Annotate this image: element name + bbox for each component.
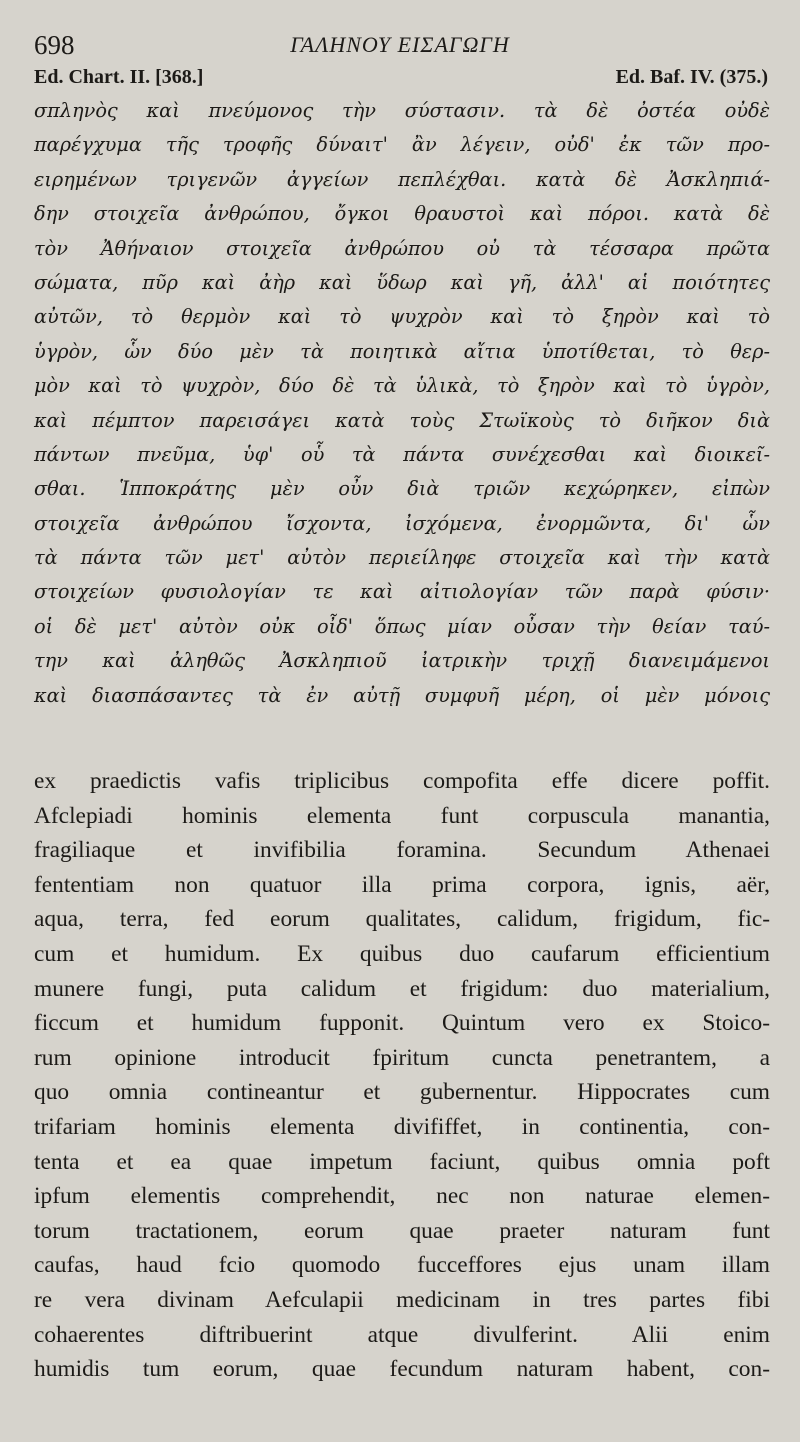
latin-text-line: caufas, haud fcio quomodo fucceffores ejus unam illam [34, 1252, 770, 1279]
edition-reference-chart: Ed. Chart. II. [368.] [34, 66, 204, 88]
latin-text-line: ex praedictis vafis triplicibus compofita effe dicere poffit. [34, 768, 770, 794]
greek-text-line: τὰ πάντα τῶν μετ' αὐτὸν περιείληφε στοιχεῖα καὶ τὴν κατὰ [34, 546, 770, 570]
latin-text-line: trifariam hominis elementa divififfet, in continentia, con- [34, 1113, 770, 1140]
latin-text-line: cohaerentes diftribuerint atque divulferint. Alii enim [34, 1321, 770, 1348]
latin-text-line: torum tractationem, eorum quae praeter naturam funt [34, 1217, 770, 1244]
greek-text-line: καὶ διασπάσαντες τὰ ἐν αὐτῇ συμφυῆ μέρη, οἱ μὲν μόνοις [34, 683, 770, 707]
greek-text-line: σώματα, πῦρ καὶ ἀὴρ καὶ ὕδωρ καὶ γῆ, ἀλλ' αἱ ποιότητες [34, 270, 770, 294]
greek-text-line: ὑγρὸν, ὧν δύο μὲν τὰ ποιητικὰ αἴτια ὑποτίθεται, τὸ θερ- [34, 339, 770, 363]
greek-text-line: πάντων πνεῦμα, ὑφ' οὗ τὰ πάντα συνέχεσθαι καὶ διοικεῖ- [34, 442, 770, 466]
latin-text-line: tenta et ea quae impetum faciunt, quibus omnia poft [34, 1148, 770, 1175]
greek-text-line: στοιχείων φυσιολογίαν τε καὶ αἰτιολογίαν τῶν παρὰ φύσιν· [34, 580, 770, 604]
latin-text-line: ficcum et humidum fupponit. Quintum vero ex Stoico- [34, 1010, 770, 1037]
latin-text-block [34, 764, 770, 1387]
greek-text-block [34, 94, 770, 713]
greek-text-line: καὶ πέμπτον παρεισάγει κατὰ τοὺς Στωϊκοὺς τὸ διῆκον διὰ [34, 408, 770, 432]
page-number: 698 [34, 30, 75, 60]
latin-text-line: rum opinione introducit fpiritum cuncta penetrantem, a [34, 1044, 770, 1071]
greek-text-line: τὸν Ἀθήναιον στοιχεῖα ἀνθρώπου οὐ τὰ τέσσαρα πρῶτα [34, 236, 770, 260]
latin-text-line: ipfum elementis comprehendit, nec non naturae elemen- [34, 1183, 770, 1210]
latin-text-line: aqua, terra, fed eorum qualitates, calidum, frigidum, fic- [34, 906, 770, 933]
greek-text-line: δην στοιχεῖα ἀνθρώπου, ὄγκοι θραυστοὶ καὶ πόροι. κατὰ δὲ [34, 202, 770, 226]
latin-text-line: humidis tum eorum, quae fecundum naturam habent, con- [34, 1356, 770, 1383]
edition-references [32, 66, 768, 92]
running-title: ΓΑΛΗΝΟΥ ΕΙΣΑΓΩΓΗ [290, 32, 510, 57]
greek-text-line: οἱ δὲ μετ' αὐτὸν οὐκ οἶδ' ὅπως μίαν οὖσαν τὴν θείαν ταύ- [34, 614, 770, 638]
latin-text-line: Afclepiadi hominis elementa funt corpuscula manantia, [34, 802, 770, 829]
greek-text-line: την καὶ ἀληθῶς Ἀσκληπιοῦ ἰατρικὴν τριχῇ διανειμάμενοι [34, 649, 770, 673]
latin-text-line: fragiliaque et invifibilia foramina. Secundum Athenaei [34, 837, 770, 864]
latin-text-line: munere fungi, puta calidum et frigidum: duo materialium, [34, 975, 770, 1002]
greek-text-line: στοιχεῖα ἀνθρώπου ἴσχοντα, ἰσχόμενα, ἐνορμῶντα, δι' ὧν [34, 511, 770, 535]
greek-text-line: σθαι. Ἱπποκράτης μὲν οὖν διὰ τριῶν κεχώρηκεν, εἰπὼν [34, 477, 770, 501]
greek-text-line: αὐτῶν, τὸ θερμὸν καὶ τὸ ψυχρὸν καὶ τὸ ξηρὸν καὶ τὸ [34, 305, 770, 329]
greek-text-line: παρέγχυμα τῆς τροφῆς δύναιτ' ἂν λέγειν, οὐδ' ἐκ τῶν προ- [34, 133, 770, 157]
latin-text-line: fententiam non quatuor illa prima corpora, ignis, aër, [34, 871, 770, 898]
greek-text-line: σπληνὸς καὶ πνεύμονος τὴν σύστασιν. τὰ δὲ ὀστέα οὐδὲ [34, 99, 770, 122]
greek-text-line: ειρημένων τριγενῶν ἀγγείων πεπλέχθαι. κατὰ δὲ Ἀσκληπιά- [34, 167, 770, 191]
greek-text-line: μὸν καὶ τὸ ψυχρὸν, δύο δὲ τὰ ὑλικὰ, τὸ ξηρὸν καὶ τὸ ὑγρὸν, [34, 374, 770, 398]
latin-text-line: cum et humidum. Ex quibus duo caufarum efficientium [34, 940, 770, 967]
edition-reference-basel: Ed. Baf. IV. (375.) [615, 66, 768, 88]
page-header [30, 28, 770, 64]
latin-text-line: re vera divinam Aefculapii medicinam in tres partes fibi [34, 1286, 770, 1313]
latin-text-line: quo omnia contineantur et gubernentur. Hippocrates cum [34, 1079, 770, 1106]
